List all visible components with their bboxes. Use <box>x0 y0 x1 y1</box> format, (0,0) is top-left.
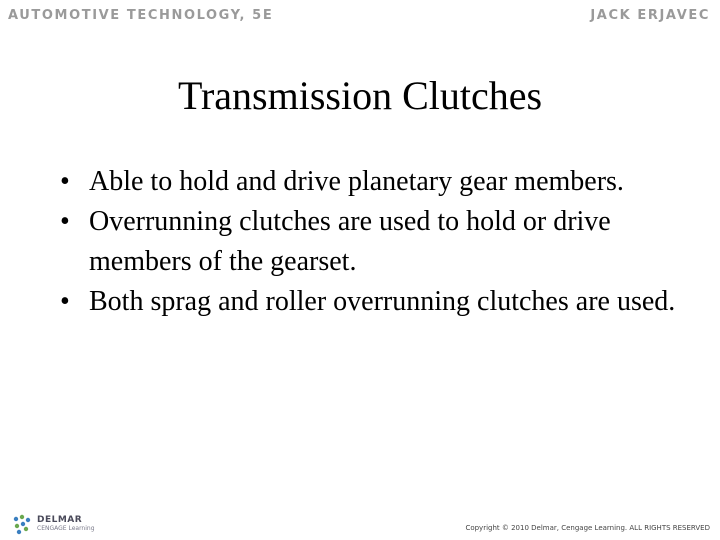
bullet-text: Able to hold and drive planetary gear members. <box>89 166 624 197</box>
logo-brand: DELMAR <box>37 515 83 525</box>
bullet-text: Overrunning clutches are used to hold or drive members of the gearset. <box>89 206 611 277</box>
delmar-logo-icon <box>11 513 33 535</box>
author-name: JACK ERJAVEC <box>590 8 710 23</box>
bullet-dot: • <box>60 166 70 197</box>
bullet-item <box>60 202 680 282</box>
copyright-notice: Copyright © 2010 Delmar, Cengage Learning. ALL RIGHTS RESERVED <box>465 524 710 532</box>
logo-subtitle: CENGAGE Learning <box>37 525 95 532</box>
bullet-dot: • <box>60 206 70 237</box>
bullet-item <box>60 162 680 202</box>
bullet-item <box>60 282 680 322</box>
bullet-text: Both sprag and roller overrunning clutches are used. <box>89 286 676 317</box>
slide-title: Transmission Clutches <box>177 73 543 118</box>
bullet-dot: • <box>60 286 70 317</box>
bullet-list <box>60 162 680 322</box>
publisher-logo <box>11 513 95 535</box>
book-title: AUTOMOTIVE TECHNOLOGY, 5E <box>8 8 274 23</box>
